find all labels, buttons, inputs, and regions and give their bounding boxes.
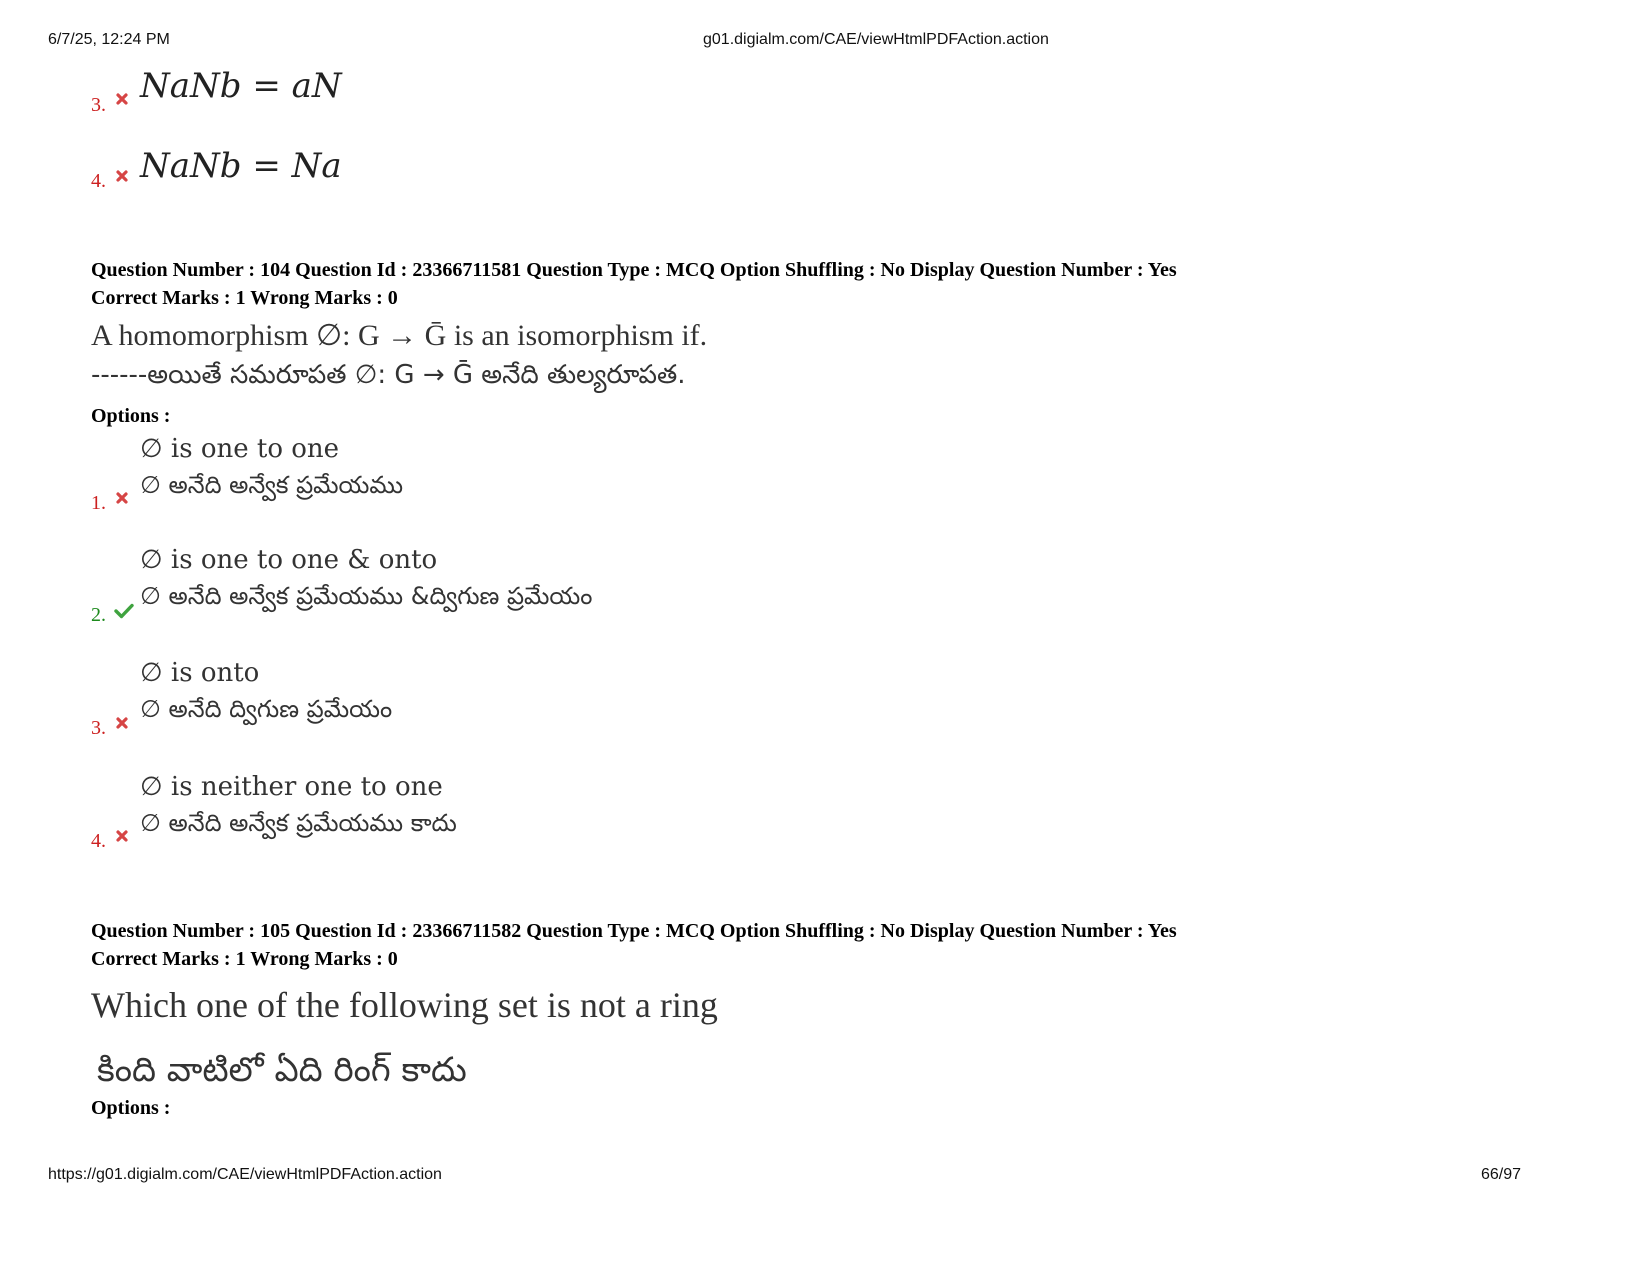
q104-options-label: Options :	[91, 405, 171, 427]
q104-meta-line2: Correct Marks : 1 Wrong Marks : 0	[91, 287, 398, 309]
q105-options-label: Options :	[91, 1097, 171, 1119]
wrong-mark-icon	[115, 92, 129, 106]
q105-text-telugu: కింది వాటిలో ఏది రింగ్ కాదు	[97, 1050, 467, 1090]
option-text-english: ∅ is one to one & onto	[140, 545, 438, 575]
option-formula: NaNb = aN	[140, 66, 342, 106]
q105-text-english: Which one of the following set is not a ring	[91, 985, 718, 1025]
option-number: 3.	[91, 717, 106, 739]
wrong-mark-icon	[115, 169, 129, 183]
option-text-telugu: ∅ అనేది అన్వేక ప్రమేయము &ద్విగుణ ప్రమేయం	[140, 582, 593, 610]
correct-check-icon	[114, 603, 134, 619]
option-text-english: ∅ is one to one	[140, 434, 340, 464]
q104-meta-line1: Question Number : 104 Question Id : 23366711581 Question Type : MCQ Option Shuffling : No Display Question Number : Yes	[91, 259, 1177, 281]
q105-meta-line2: Correct Marks : 1 Wrong Marks : 0	[91, 948, 398, 970]
option-number: 4.	[91, 830, 106, 852]
option-number: 3.	[91, 94, 106, 116]
print-datetime: 6/7/25, 12:24 PM	[48, 31, 170, 48]
page-number: 66/97	[1481, 1166, 1522, 1183]
option-number: 4.	[91, 170, 106, 192]
wrong-mark-icon	[115, 829, 129, 843]
option-text-english: ∅ is neither one to one	[140, 772, 443, 802]
q105-meta-line1: Question Number : 105 Question Id : 23366711582 Question Type : MCQ Option Shuffling : No Display Question Number : Yes	[91, 920, 1177, 942]
option-text-english: ∅ is onto	[140, 658, 260, 688]
wrong-mark-icon	[115, 491, 129, 505]
print-footer-url: https://g01.digialm.com/CAE/viewHtmlPDFAction.action	[48, 1166, 442, 1183]
option-text-telugu: ∅ అనేది ద్విగుణ ప్రమేయం	[140, 695, 393, 723]
option-text-telugu: ∅ అనేది అన్వేక ప్రమేయము	[140, 471, 404, 499]
option-formula: NaNb = Na	[140, 146, 342, 186]
wrong-mark-icon	[115, 716, 129, 730]
option-text-telugu: ∅ అనేది అన్వేక ప్రమేయము కాదు	[140, 809, 457, 837]
option-number: 1.	[91, 492, 106, 514]
print-title-url: g01.digialm.com/CAE/viewHtmlPDFAction.action	[703, 31, 1049, 48]
q104-text-english: A homomorphism ∅: G → Ḡ is an isomorphism if.	[91, 319, 708, 352]
option-number: 2.	[91, 604, 106, 626]
q104-text-telugu: ------అయితే సమరూపత ∅: G → Ḡ అనేది తుల్యరూపత.	[91, 360, 686, 390]
